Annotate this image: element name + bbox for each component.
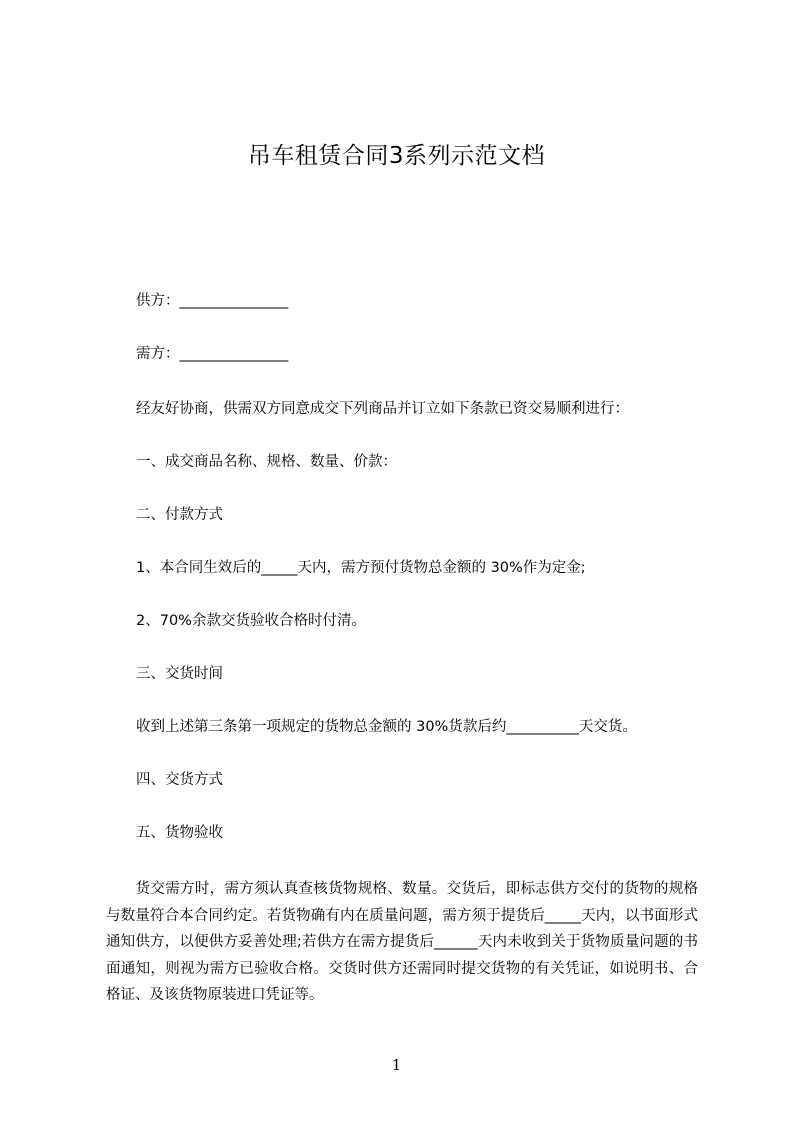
document-title: 吊车租赁合同3系列示范文档 xyxy=(247,143,546,169)
payment-clause-2: 2、70%余款交货验收合格时付清。 xyxy=(136,613,366,629)
buyer-line: 需方：_______________ xyxy=(136,346,289,362)
section-3-heading: 三、交货时间 xyxy=(136,666,223,682)
payment-clause-1: 1、本合同生效后的_____天内，需方预付货物总金额的 30%作为定金; xyxy=(136,560,586,576)
section-2-heading: 二、付款方式 xyxy=(136,507,223,523)
supplier-line: 供方：_______________ xyxy=(136,293,289,309)
page-number: 1 xyxy=(391,1056,402,1074)
section-1-heading: 一、成交商品名称、规格、数量、价款： xyxy=(136,454,397,470)
section-4-heading: 四、交货方式 xyxy=(136,772,223,788)
inspection-paragraph: 货交需方时，需方须认真查核货物规格、数量。交货后，即标志供方交付的货物的规格与数量符合本合同约定。若货物确有内在质量问题，需方须于提货后_____天内，以书面形式通知供方，以便供方妥善处理;若供方在需方提货后______天内未收到关于货物质量问题的书面通知，则视为需方已验收合格。交货时供方还需同时提交货物的有关凭证，如说明书、合格证、及该货物原装进口凭证等。 xyxy=(106,881,698,1003)
delivery-time-clause: 收到上述第三条第一项规定的货物总金额的 30%货款后约__________天交货。 xyxy=(136,719,637,735)
intro-line: 经友好协商，供需双方同意成交下列商品并订立如下条款已资交易顺利进行： xyxy=(136,401,629,417)
section-5-heading: 五、货物验收 xyxy=(136,825,223,841)
